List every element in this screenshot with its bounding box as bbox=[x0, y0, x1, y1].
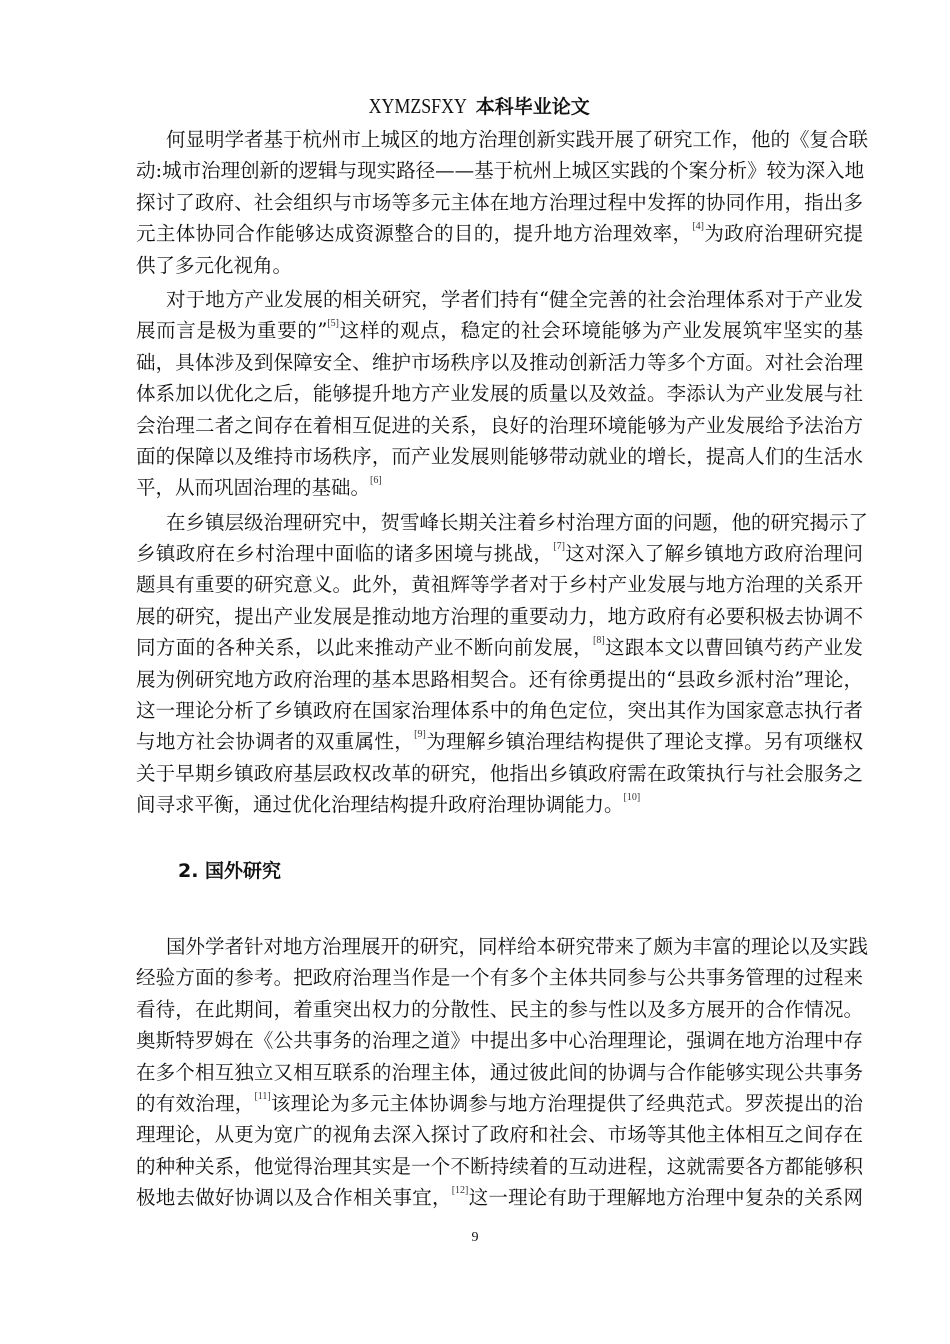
text-run: 探讨了政府、社会组织与市场等多元主体在地方治理过程中发挥的协同作用，指出多 bbox=[136, 190, 863, 214]
text-line bbox=[136, 632, 863, 663]
text-run: 关于早期乡镇政府基层政权改革的研究，他指出乡镇政府需在政策执行与社会服务之 bbox=[136, 761, 863, 785]
text-line bbox=[136, 507, 869, 538]
text-run: 平，从而巩固治理的基础。 bbox=[136, 476, 371, 500]
citation-reference: [7] bbox=[553, 541, 565, 553]
section-heading: 2. 国外研究 bbox=[178, 860, 282, 882]
text-line bbox=[136, 124, 869, 155]
text-line bbox=[136, 962, 863, 993]
header-title: 本科毕业论文 bbox=[475, 96, 590, 118]
text-line bbox=[136, 187, 863, 218]
text-run: 础，具体涉及到保障安全、维护市场秩序以及推动创新活力等多个方面。对社会治理 bbox=[136, 350, 863, 374]
text-line bbox=[136, 1119, 863, 1150]
text-run: 这一理论分析了乡镇政府在国家治理体系中的角色定位，突出其作为国家意志执行者 bbox=[136, 699, 863, 723]
text-run: 体系加以优化之后，能够提升地方产业发展的质量以及效益。李添认为产业发展与社 bbox=[136, 382, 863, 406]
text-line bbox=[136, 1025, 863, 1056]
text-run: 经验方面的参考。把政府治理当作是一个有多个主体共同参与公共事务管理的过程来 bbox=[136, 966, 863, 990]
text-line bbox=[136, 1088, 863, 1119]
text-run: 看待，在此期间，着重突出权力的分散性、民主的参与性以及多方展开的合作情况。 bbox=[136, 997, 863, 1021]
text-run: 元主体协同合作能够达成资源整合的目的，提升地方治理效率， bbox=[136, 222, 693, 246]
text-run: 面的保障以及维持市场秩序，而产业发展则能够带动就业的增长，提高人们的生活水 bbox=[136, 444, 863, 468]
body-text-bottom bbox=[136, 931, 869, 1214]
text-run: 题具有重要的研究意义。此外，黄祖辉等学者对于乡村产业发展与地方治理的关系开 bbox=[136, 573, 863, 597]
text-line bbox=[136, 994, 863, 1025]
text-run: 国外学者针对地方治理展开的研究，同样给本研究带来了颇为丰富的理论以及实践 bbox=[166, 935, 869, 958]
text-run: 间寻求平衡，通过优化治理结构提升政府治理协调能力。 bbox=[136, 793, 624, 817]
text-run: 极地去做好协调以及合作相关事宜， bbox=[136, 1186, 452, 1210]
text-line bbox=[136, 284, 863, 315]
text-run: 这样的观点，稳定的社会环境能够为产业发展筑牢坚实的基 bbox=[339, 319, 863, 343]
body-text-top bbox=[136, 124, 869, 821]
text-line bbox=[136, 472, 863, 503]
text-run: 何显明学者基于杭州市上城区的地方治理创新实践开展了研究工作，他的《复合联 bbox=[166, 128, 869, 151]
text-line bbox=[136, 410, 863, 441]
text-run: 展的研究，提出产业发展是推动地方治理的重要动力，地方政府有必要积极去协调不 bbox=[136, 604, 863, 628]
paragraph bbox=[136, 931, 869, 1214]
text-run: 供了多元化视角。 bbox=[136, 253, 293, 277]
text-line bbox=[136, 441, 863, 472]
text-run: 乡镇政府在乡村治理中面临的诸多困境与挑战， bbox=[136, 542, 554, 566]
text-line bbox=[136, 726, 863, 757]
paragraph bbox=[136, 284, 863, 504]
text-line bbox=[136, 695, 863, 726]
text-line bbox=[136, 155, 863, 186]
page-number: 9 bbox=[471, 1230, 479, 1245]
text-line bbox=[136, 601, 863, 632]
text-line bbox=[136, 569, 863, 600]
citation-reference: [4] bbox=[692, 221, 705, 233]
text-run: 在乡镇层级治理研究中，贺雪峰长期关注着乡村治理方面的问题，他的研究揭示了 bbox=[166, 510, 869, 534]
text-run: 这对深入了解乡镇地方政府治理问 bbox=[564, 542, 863, 566]
text-run: 展为例研究地方政府治理的基本思路相契合。还有徐勇提出的“县政乡派村治”理论， bbox=[136, 667, 863, 691]
text-run: 展而言是极为重要的” bbox=[136, 319, 328, 343]
text-line bbox=[136, 758, 863, 789]
text-line bbox=[136, 315, 863, 346]
text-run: 这跟本文以曹回镇芍药产业发 bbox=[604, 636, 863, 660]
text-run: 为理解乡镇治理结构提供了理论支撑。另有项继权 bbox=[425, 730, 863, 754]
text-line bbox=[136, 538, 863, 569]
text-run: 这一理论有助于理解地方治理中复杂的关系网 bbox=[468, 1186, 863, 1210]
paragraph bbox=[136, 124, 869, 281]
header-code: XYMZSFXY bbox=[368, 94, 468, 118]
citation-reference: [11] bbox=[254, 1090, 271, 1102]
text-run: 动:城市治理创新的逻辑与现实路径——基于杭州上城区实践的个案分析》较为深入地 bbox=[136, 159, 865, 183]
citation-reference: [10] bbox=[623, 792, 641, 804]
citation-reference: [5] bbox=[327, 318, 340, 330]
citation-reference: [12] bbox=[451, 1185, 469, 1197]
text-line bbox=[136, 931, 869, 962]
text-run: 与地方社会协调者的双重属性， bbox=[136, 730, 415, 754]
text-run: 同方面的各种关系，以此来推动产业不断向前发展， bbox=[136, 636, 593, 660]
text-run: 为政府治理研究提 bbox=[704, 222, 863, 246]
document-header bbox=[0, 92, 950, 119]
text-run: 的种种关系，他觉得治理其实是一个不断持续着的互动进程，这就需要各方都能够积 bbox=[136, 1154, 863, 1178]
text-run: 理理论，从更为宽广的视角去深入探讨了政府和社会、市场等其他主体相互之间存在 bbox=[136, 1123, 863, 1147]
citation-reference: [8] bbox=[593, 635, 605, 647]
text-line bbox=[136, 789, 863, 820]
text-line bbox=[136, 347, 863, 378]
text-run: 对于地方产业发展的相关研究，学者们持有“健全完善的社会治理体系对于产业发 bbox=[166, 287, 863, 311]
text-line bbox=[136, 250, 863, 281]
text-run: 奥斯特罗姆在《公共事务的治理之道》中提出多中心治理理论，强调在地方治理中存 bbox=[136, 1029, 863, 1053]
text-line bbox=[136, 1182, 863, 1213]
text-line bbox=[136, 1057, 863, 1088]
text-run: 会治理二者之间存在着相互促进的关系，良好的治理环境能够为产业发展给予法治方 bbox=[136, 413, 863, 437]
citation-reference: [9] bbox=[414, 729, 426, 741]
text-run: 的有效治理， bbox=[136, 1091, 255, 1115]
text-line bbox=[136, 378, 863, 409]
text-line bbox=[136, 218, 863, 249]
text-run: 该理论为多元主体协调参与地方治理提供了经典范式。罗茨提出的治 bbox=[270, 1091, 863, 1115]
text-line bbox=[136, 664, 863, 695]
text-run: 在多个相互独立又相互联系的治理主体，通过彼此间的协调与合作能够实现公共事务 bbox=[136, 1060, 863, 1084]
text-line bbox=[136, 1151, 863, 1182]
citation-reference: [6] bbox=[370, 475, 382, 487]
paragraph bbox=[136, 507, 869, 821]
